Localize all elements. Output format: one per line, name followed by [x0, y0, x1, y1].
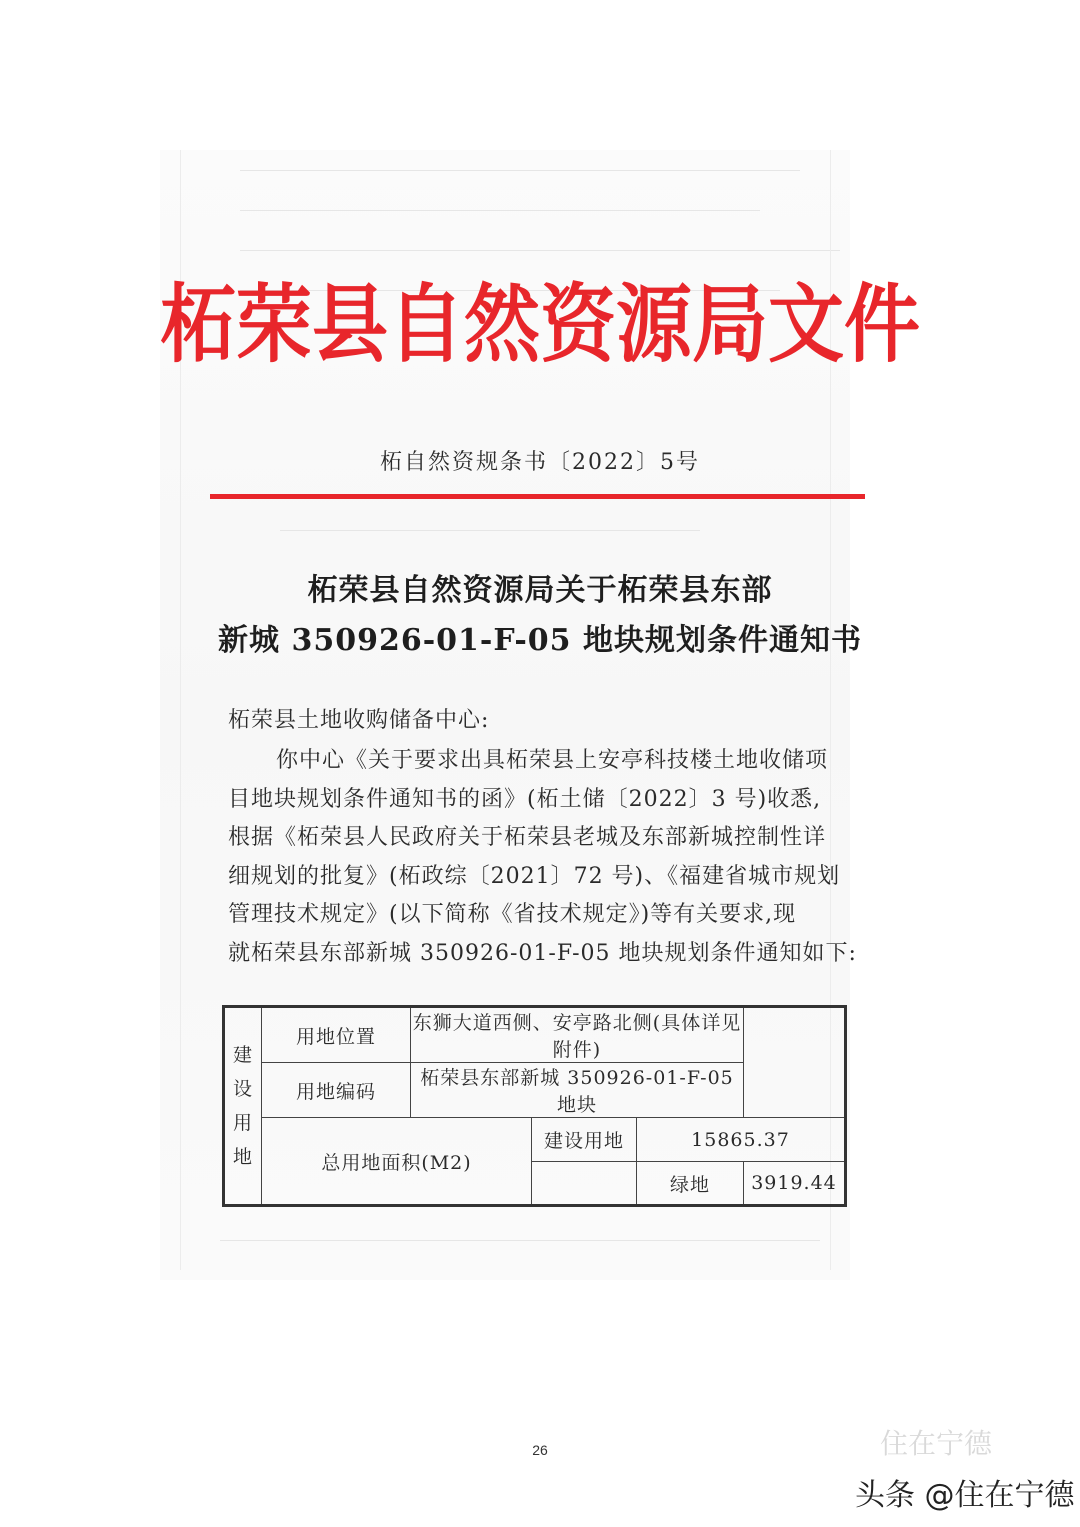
bleed-line: [240, 250, 840, 251]
section-label-char: 用: [232, 1112, 253, 1134]
document-masthead: 柘荣县自然资源局文件: [160, 274, 920, 375]
empty-cell: [532, 1162, 637, 1206]
body-line: 细规划的批复》(柘政综〔2021〕72 号)、《福建省城市规划: [228, 863, 841, 889]
green-land-value: 3919.44: [744, 1162, 846, 1206]
body-line: 管理技术规定》(以下简称《省技术规定》)等有关要求,现: [228, 902, 797, 927]
green-land-label: 绿地: [637, 1162, 744, 1206]
body-line: 就柘荣县东部新城 350926-01-F-05 地块规划条件通知如下:: [228, 940, 857, 966]
body-line: 目地块规划条件通知书的函》(柘土储〔2022〕3 号)收悉,: [228, 786, 822, 812]
salutation: 柘荣县土地收购储备中心:: [228, 708, 490, 733]
body-line: 根据《柘荣县人民政府关于柘荣县老城及东部新城控制性详: [228, 825, 827, 850]
document-title-line-2: 新城 350926-01-F-05 地块规划条件通知书: [218, 623, 862, 658]
bleed-line: [240, 170, 800, 171]
red-separator-line: [210, 494, 865, 499]
bleed-line: [280, 530, 700, 531]
page-number: 26: [532, 1442, 548, 1458]
watermark-text: 头条 @住在宁德: [855, 1478, 1075, 1513]
location-value: 东狮大道西侧、安亭路北侧(具体详见附件): [411, 1007, 744, 1063]
document-title-line-1: 柘荣县自然资源局关于柘荣县东部: [307, 573, 773, 608]
section-label-char: 设: [232, 1078, 253, 1100]
section-label-char: 建: [232, 1044, 253, 1066]
bleed-line: [240, 210, 760, 211]
bleed-line: [220, 1240, 820, 1241]
watermark-faded-text: 住在宁德: [880, 1427, 993, 1460]
document-number: 柘自然资规条书〔2022〕5号: [380, 450, 700, 475]
code-value: 柘荣县东部新城 350926-01-F-05 地块: [411, 1063, 744, 1118]
section-label-char: 地: [232, 1146, 253, 1168]
body-line: 你中心《关于要求出具柘荣县上安亭科技楼土地收储项: [276, 748, 829, 773]
land-info-table: [222, 1005, 847, 1207]
area-label: 总用地面积(M2): [262, 1118, 532, 1206]
code-label: 用地编码: [262, 1063, 411, 1118]
construction-land-label: 建设用地: [532, 1118, 637, 1162]
location-label: 用地位置: [262, 1007, 411, 1063]
section-label-cell: [224, 1007, 262, 1206]
construction-land-value: 15865.37: [637, 1118, 846, 1162]
body-paragraph: [228, 742, 857, 973]
